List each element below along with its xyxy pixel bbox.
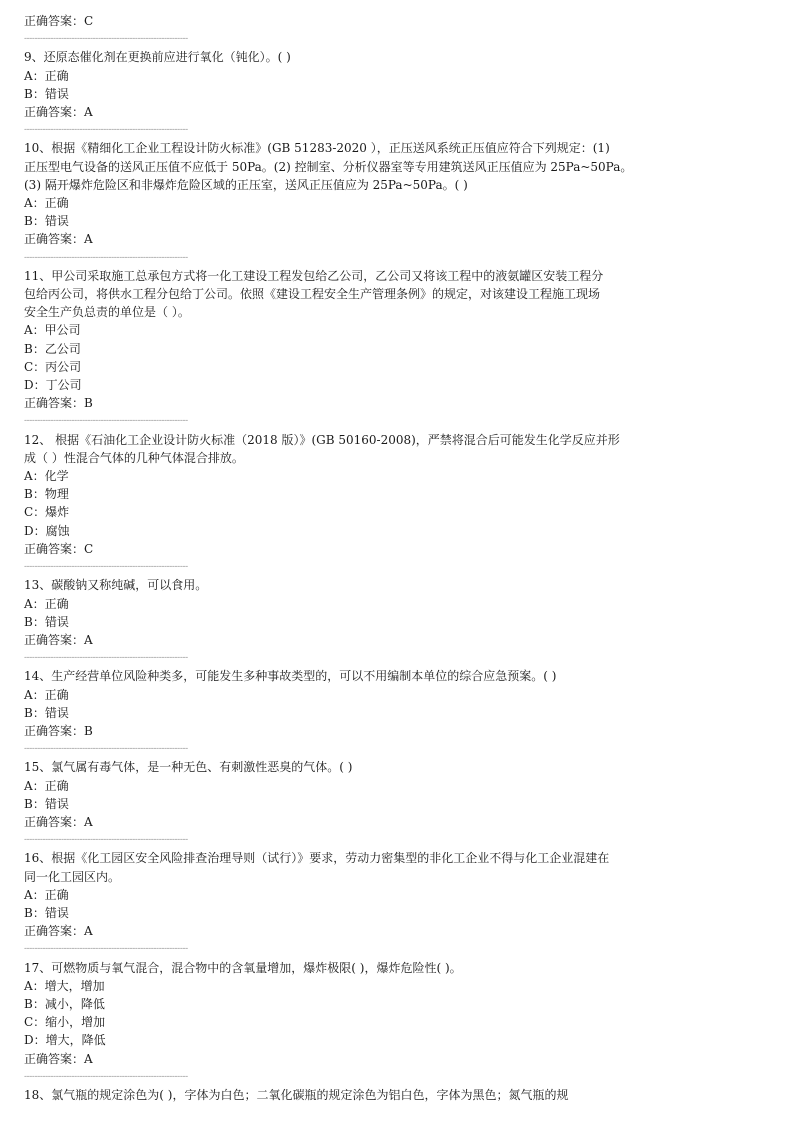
question-15 bbox=[24, 758, 714, 849]
question-13 bbox=[24, 576, 714, 667]
option-a: A：正确 bbox=[24, 887, 69, 902]
separator: -------------------------------------------------------------- bbox=[24, 835, 188, 846]
option-a: A：正确 bbox=[24, 196, 69, 211]
separator: -------------------------------------------------------------- bbox=[24, 562, 188, 573]
option-a: A：甲公司 bbox=[24, 323, 81, 338]
option-a: A：化学 bbox=[24, 469, 69, 484]
correct-answer: 正确答案：A bbox=[24, 232, 93, 247]
correct-answer: 正确答案：A bbox=[24, 924, 93, 939]
correct-answer: 正确答案：A bbox=[24, 1051, 93, 1066]
question-text: 10、根据《精细化工企业工程设计防火标准》(GB 51283-2020 ），正压送风系统正压值应符合下列规定：(1) bbox=[24, 141, 610, 156]
question-18-text: 18、氯气瓶的规定涂色为( )，字体为白色；二氧化碳瓶的规定涂色为铝白色，字体为黑色；氮气瓶的规 bbox=[24, 1087, 569, 1102]
separator: -------------------------------------------------------------- bbox=[24, 416, 188, 427]
question-14 bbox=[24, 667, 714, 758]
question-16 bbox=[24, 849, 714, 958]
correct-answer: 正确答案：B bbox=[24, 723, 93, 738]
option-b: B：错误 bbox=[24, 86, 69, 101]
option-a: A：正确 bbox=[24, 68, 69, 83]
option-a: A：正确 bbox=[24, 778, 69, 793]
option-b: B：错误 bbox=[24, 796, 69, 811]
option-a: A：正确 bbox=[24, 687, 69, 702]
separator: -------------------------------------------------------------- bbox=[24, 944, 188, 955]
option-d: D：丁公司 bbox=[24, 378, 82, 393]
question-10 bbox=[24, 139, 714, 266]
question-11 bbox=[24, 267, 714, 431]
question-text: 11、甲公司采取施工总承包方式将一化工建设工程发包给乙公司，乙公司又将该工程中的液氨罐区安装工程分 bbox=[24, 268, 604, 283]
option-b: B：错误 bbox=[24, 705, 69, 720]
question-text: 包给丙公司，将供水工程分包给丁公司。依照《建设工程安全生产管理条例》的规定，对该建设工程施工现场 bbox=[24, 287, 601, 302]
previous-answer: 正确答案：C bbox=[24, 14, 94, 28]
question-text: 9、还原态催化剂在更换前应进行氧化（钝化）。( ) bbox=[24, 50, 291, 65]
document-body bbox=[24, 12, 714, 1104]
option-b: B：物理 bbox=[24, 487, 69, 502]
question-17 bbox=[24, 959, 714, 1086]
correct-answer: 正确答案：B bbox=[24, 396, 93, 411]
question-text: 成（ ）性混合气体的几种气体混合排放。 bbox=[24, 450, 244, 465]
option-b: B：乙公司 bbox=[24, 341, 81, 356]
option-d: D：增大，降低 bbox=[24, 1033, 106, 1048]
option-b: B：错误 bbox=[24, 614, 69, 629]
question-12 bbox=[24, 431, 714, 577]
question-text: (3) 隔开爆炸危险区和非爆炸危险区域的正压室，送风正压值应为 25Pa~50Pa。( ) bbox=[24, 177, 468, 192]
option-c: C：丙公司 bbox=[24, 359, 82, 374]
question-text: 15、氯气属有毒气体，是一种无色、有刺激性恶臭的气体。( ) bbox=[24, 760, 353, 775]
option-a: A：增大，增加 bbox=[24, 978, 105, 993]
option-b: B：错误 bbox=[24, 214, 69, 229]
question-text: 13、碳酸钠又称纯碱，可以食用。 bbox=[24, 578, 208, 593]
question-text: 安全生产负总责的单位是（ ）。 bbox=[24, 305, 190, 320]
correct-answer: 正确答案：A bbox=[24, 632, 93, 647]
separator: -------------------------------------------------------------- bbox=[24, 744, 188, 755]
question-text: 正压型电气设备的送风正压值不应低于 50Pa。(2) 控制室、分析仪器室等专用建筑送风正压值应为 25Pa~50Pa。 bbox=[24, 159, 633, 174]
question-text: 14、生产经营单位风险种类多，可能发生多种事故类型的，可以不用编制本单位的综合应急预案。( ) bbox=[24, 669, 557, 684]
option-c: C：爆炸 bbox=[24, 505, 70, 520]
separator: -------------------------------------------------------------- bbox=[24, 34, 188, 45]
question-text: 同一化工园区内。 bbox=[24, 869, 121, 884]
separator: -------------------------------------------------------------- bbox=[24, 1071, 188, 1082]
correct-answer: 正确答案：C bbox=[24, 541, 94, 556]
question-text: 17、可燃物质与氧气混合，混合物中的含氧量增加，爆炸极限( )，爆炸危险性( )。 bbox=[24, 960, 462, 975]
question-text: 12、 根据《石油化工企业设计防火标准（2018 版）》(GB 50160-2008)，严禁将混合后可能发生化学反应并形 bbox=[24, 432, 620, 447]
question-text: 16、根据《化工园区安全风险排查治理导则（试行）》要求，劳动力密集型的非化工企业不得与化工企业混建在 bbox=[24, 851, 610, 866]
option-b: B：减小，降低 bbox=[24, 996, 105, 1011]
separator: -------------------------------------------------------------- bbox=[24, 125, 188, 136]
option-d: D：腐蚀 bbox=[24, 523, 70, 538]
correct-answer: 正确答案：A bbox=[24, 814, 93, 829]
separator: -------------------------------------------------------------- bbox=[24, 653, 188, 664]
correct-answer: 正确答案：A bbox=[24, 105, 93, 120]
option-c: C：缩小，增加 bbox=[24, 1015, 106, 1030]
question-9 bbox=[24, 48, 714, 139]
separator: -------------------------------------------------------------- bbox=[24, 252, 188, 263]
option-b: B：错误 bbox=[24, 905, 69, 920]
option-a: A：正确 bbox=[24, 596, 69, 611]
